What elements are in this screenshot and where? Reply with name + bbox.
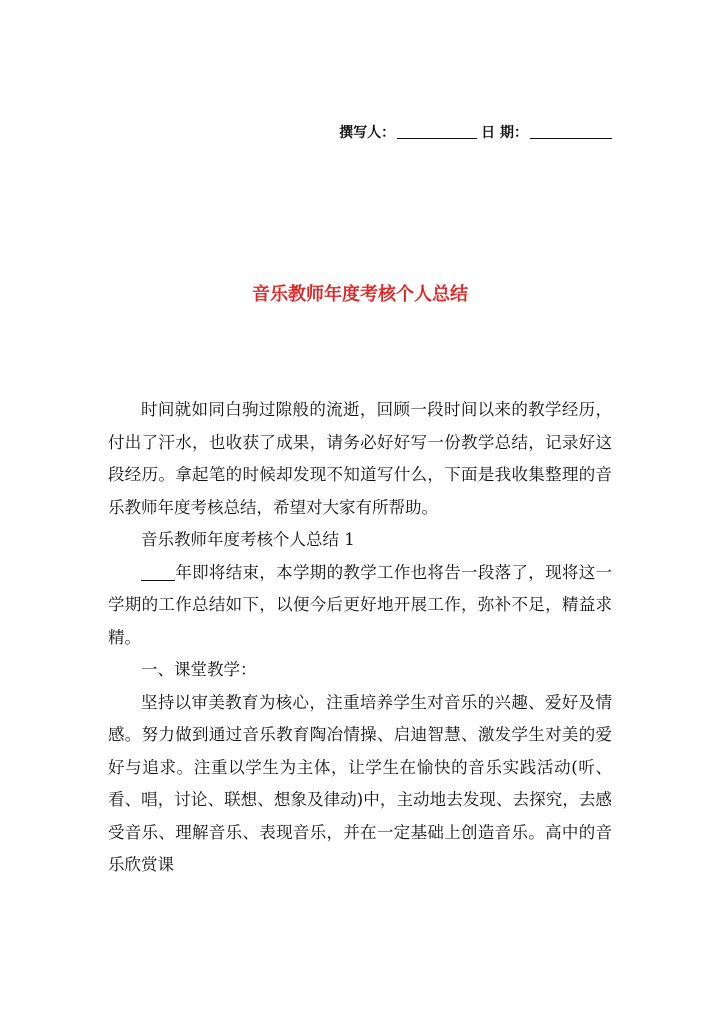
date-blank: [530, 124, 612, 139]
year-blank: [141, 564, 175, 581]
document-title: 音乐教师年度考核个人总结: [252, 284, 468, 305]
document-body: [108, 394, 612, 882]
author-date-line: [0, 123, 612, 143]
author-label: 撰写人：: [339, 125, 396, 141]
author-blank: [397, 124, 477, 139]
subsection-heading: 一、课堂教学：: [141, 660, 257, 679]
section-heading: 音乐教师年度考核个人总结 1: [141, 530, 355, 549]
body-paragraph: 坚持以审美教育为核心，注重培养学生对音乐的兴趣、爱好及情感。努力做到通过音乐教育陶冶情操、启迪智慧、激发学生对美的爱好与追求。注重以学生为主体，让学生在愉快的音乐实践活动(听、看、唱，讨论、联想、想象及律动)中，主动地去发现、去探究，去感受音乐、理解音乐、表现音乐，并在一定基础上创造音乐。高中的音乐欣赏课: [108, 692, 612, 874]
date-label: 日 期：: [481, 125, 528, 141]
body-paragraph-text: 年即将结束，本学期的教学工作也将告一段落了，现将这一学期的工作总结如下，以便今后更好地开展工作，弥补不足，精益求精。: [108, 562, 612, 647]
intro-paragraph: 时间就如同白驹过隙般的流逝，回顾一段时间以来的教学经历，付出了汗水，也收获了成果，请务必好好写一份教学总结，记录好这段经历。拿起笔的时候却发现不知道写什么，下面是我收集整理的音乐教师年度考核总结，希望对大家有所帮助。: [108, 400, 612, 517]
body-paragraph: [108, 557, 612, 655]
